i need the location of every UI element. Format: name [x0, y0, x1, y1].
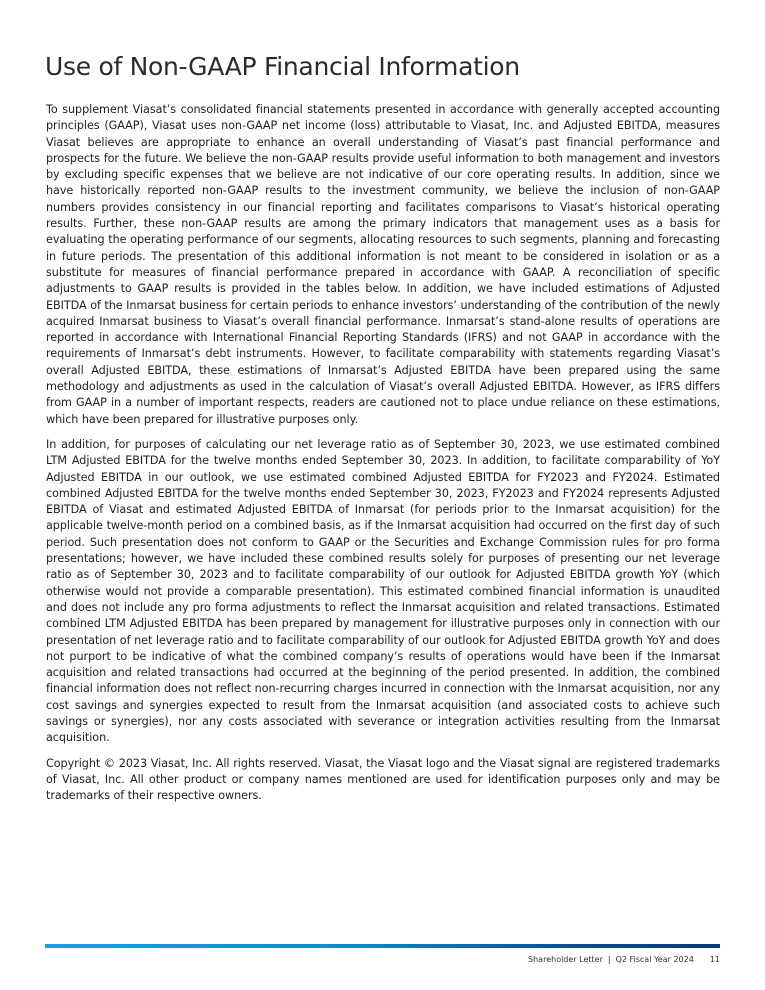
page-footer	[528, 955, 720, 965]
paragraph-net-leverage: In addition, for purposes of calculating our net leverage ratio as of September 30, 2023, we use estimated combined LTM Adjusted EBITDA for the twelve months ended September 30, 2023. In addition, to facilitate comparability of YoY Adjusted EBITDA in our outlook, we use estimated combined Adjusted EBITDA for FY2023 and FY2024. Estimated combined Adjusted EBITDA for the twelve months ended September 30, 2023, FY2023 and FY2024 represents Adjusted EBITDA of Viasat and estimated Adjusted EBITDA of Inmarsat (for periods prior to the Inmarsat acquisition) for the applicable twelve-month period on a combined basis, as if the Inmarsat acquisition had occurred on the first day of such period. Such presentation does not conform to GAAP or the Securities and Exchange Commission rules for pro forma presentations; however, we have included these combined results solely for purposes of presenting our net leverage ratio as of September 30, 2023 and to facilitate comparability of our outlook for Adjusted EBITDA growth YoY (which otherwise would not provide a comparable presentation). This estimated combined financial information is unaudited and does not include any pro forma adjustments to reflect the Inmarsat acquisition and related transactions. Estimated combined LTM Adjusted EBITDA has been prepared by management for illustrative purposes only in connection with our presentation of net leverage ratio and to facilitate comparability of our outlook for Adjusted EBITDA growth YoY and does not purport to be indicative of what the combined company’s results of operations would have been if the Inmarsat acquisition and related transactions had occurred at the beginning of the period presented. In addition, the combined financial information does not reflect non-recurring charges incurred in connection with the Inmarsat acquisition, nor any cost savings and synergies expected to result from the Inmarsat acquisition (and associated costs to achieve such savings or synergies), nor any costs associated with severance or integration activities resulting from the Inmarsat acquisition.	[46, 437, 720, 745]
body-text	[46, 102, 720, 804]
paragraph-non-gaap-overview: To supplement Viasat’s consolidated financial statements presented in accordance with generally accepted accounting principles (GAAP), Viasat uses non-GAAP net income (loss) attributable to Viasat, Inc. and Adjusted EBITDA, measures Viasat believes are appropriate to enhance an overall understanding of Viasat’s past financial performance and prospects for the future. We believe the non-GAAP results provide useful information to both management and investors by excluding specific expenses that we believe are not indicative of our core operating results. In addition, since we have historically reported non-GAAP results to the investment community, we believe the inclusion of non-GAAP numbers provides consistency in our financial reporting and facilitates comparisons to Viasat’s historical operating results. Further, these non-GAAP results are among the primary indicators that management uses as a basis for evaluating the operating performance of our segments, allocating resources to such segments, planning and forecasting in future periods. The presentation of this additional information is not meant to be considered in isolation or as a substitute for measures of financial performance prepared in accordance with GAAP. A reconciliation of specific adjustments to GAAP results is provided in the tables below. In addition, we have included estimations of Adjusted EBITDA of the Inmarsat business for certain periods to enhance investors’ understanding of the contribution of the newly acquired Inmarsat business to Viasat’s overall financial performance. Inmarsat’s stand-alone results of operations are reported in accordance with International Financial Reporting Standards (IFRS) and not GAAP in accordance with the requirements of Inmarsat’s debt instruments. However, to facilitate comparability with statements regarding Viasat’s overall Adjusted EBITDA, these estimations of Inmarsat’s Adjusted EBITDA have been prepared using the same methodology and adjustments as used in the calculation of Viasat’s overall Adjusted EBITDA. However, as IFRS differs from GAAP in a number of important respects, readers are cautioned not to place undue reliance on these estimations, which have been prepared for illustrative purposes only.	[46, 103, 720, 426]
footer-separator: |	[607, 955, 611, 964]
footer-document-name: Shareholder Letter	[528, 955, 603, 964]
page-title: Use of Non-GAAP Financial Information	[45, 52, 520, 81]
footer-period: Q2 Fiscal Year 2024	[615, 955, 694, 964]
footer-accent-bar	[45, 944, 720, 948]
page-number: 11	[709, 955, 720, 964]
paragraph-copyright: Copyright © 2023 Viasat, Inc. All rights reserved. Viasat, the Viasat logo and the Viasat signal are registered trademarks of Viasat, Inc. All other product or company names mentioned are used for identification purposes only and may be trademarks of their respective owners.	[46, 756, 720, 803]
